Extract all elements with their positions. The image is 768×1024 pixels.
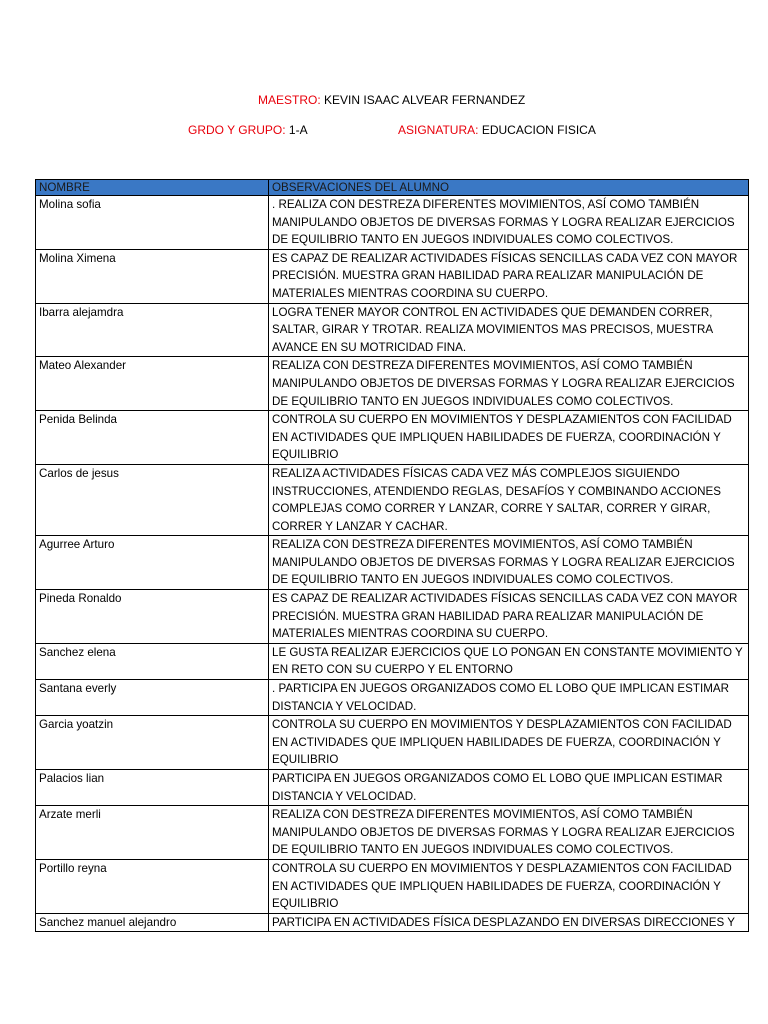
table-row xyxy=(36,303,749,357)
subject-label: ASIGNATURA: xyxy=(398,123,479,137)
student-observation: LOGRA TENER MAYOR CONTROL EN ACTIVIDADES QUE DEMANDEN CORRER, SALTAR, GIRAR Y TROTAR. REALIZA MOVIMIENTOS MAS PRECISOS, MUESTRA AVANCE EN SU MOTRICIDAD FINA. xyxy=(269,303,749,357)
table-row xyxy=(36,770,749,806)
table-row xyxy=(36,536,749,590)
table-row xyxy=(36,590,749,644)
student-name: Arzate merli xyxy=(36,806,269,860)
table-row xyxy=(36,680,749,716)
student-observation: ES CAPAZ DE REALIZAR ACTIVIDADES FÍSICAS SENCILLAS CADA VEZ CON MAYOR PRECISIÓN. MUESTRA GRAN HABILIDAD PARA REALIZAR MANIPULACIÓN DE MATERIALES MIENTRAS COORDINA SU CUERPO. xyxy=(269,590,749,644)
subject-line xyxy=(398,123,596,137)
student-observation: REALIZA CON DESTREZA DIFERENTES MOVIMIENTOS, ASÍ COMO TAMBIÉN MANIPULANDO OBJETOS DE DIVERSAS FORMAS Y LOGRA REALIZAR EJERCICIOS DE EQUILIBRIO TANTO EN JUEGOS INDIVIDUALES COMO COLECTIVOS. xyxy=(269,357,749,411)
table-row xyxy=(36,716,749,770)
subject-value: EDUCACION FISICA xyxy=(481,123,596,137)
student-observation: ES CAPAZ DE REALIZAR ACTIVIDADES FÍSICAS SENCILLAS CADA VEZ CON MAYOR PRECISIÓN. MUESTRA GRAN HABILIDAD PARA REALIZAR MANIPULACIÓN DE MATERIALES MIENTRAS COORDINA SU CUERPO. xyxy=(269,249,749,303)
student-observation: . PARTICIPA EN JUEGOS ORGANIZADOS COMO EL LOBO QUE IMPLICAN ESTIMAR DISTANCIA Y VELOCIDAD. xyxy=(269,680,749,716)
column-header-name: NOMBRE xyxy=(36,180,269,196)
student-name: Penida Belinda xyxy=(36,411,269,465)
table-header-row xyxy=(36,180,749,196)
student-name: Agurree Arturo xyxy=(36,536,269,590)
student-name: Sanchez manuel alejandro xyxy=(36,913,269,932)
student-observation: LE GUSTA REALIZAR EJERCICIOS QUE LO PONGAN EN CONSTANTE MOVIMIENTO Y EN RETO CON SU CUERPO Y EL ENTORNO xyxy=(269,643,749,679)
table-row xyxy=(36,196,749,250)
table-row xyxy=(36,249,749,303)
student-observation: CONTROLA SU CUERPO EN MOVIMIENTOS Y DESPLAZAMIENTOS CON FACILIDAD EN ACTIVIDADES QUE IMPLIQUEN HABILIDADES DE FUERZA, COORDINACIÓN Y EQUILIBRIO xyxy=(269,859,749,913)
student-name: Sanchez elena xyxy=(36,643,269,679)
student-name: Pineda Ronaldo xyxy=(36,590,269,644)
teacher-label: MAESTRO: xyxy=(258,93,321,107)
student-name: Carlos de jesus xyxy=(36,464,269,535)
student-name: Palacios lian xyxy=(36,770,269,806)
table-row xyxy=(36,913,749,932)
student-name: Ibarra alejamdra xyxy=(36,303,269,357)
student-observation: REALIZA CON DESTREZA DIFERENTES MOVIMIENTOS, ASÍ COMO TAMBIÉN MANIPULANDO OBJETOS DE DIVERSAS FORMAS Y LOGRA REALIZAR EJERCICIOS DE EQUILIBRIO TANTO EN JUEGOS INDIVIDUALES COMO COLECTIVOS. xyxy=(269,806,749,860)
student-name: Santana everly xyxy=(36,680,269,716)
student-name: Molina Ximena xyxy=(36,249,269,303)
student-name: Portillo reyna xyxy=(36,859,269,913)
student-observation: . REALIZA CON DESTREZA DIFERENTES MOVIMIENTOS, ASÍ COMO TAMBIÉN MANIPULANDO OBJETOS DE DIVERSAS FORMAS Y LOGRA REALIZAR EJERCICIOS DE EQUILIBRIO TANTO EN JUEGOS INDIVIDUALES COMO COLECTIVOS. xyxy=(269,196,749,250)
teacher-line xyxy=(258,93,525,107)
observations-table xyxy=(35,179,749,932)
teacher-value: KEVIN ISAAC ALVEAR FERNANDEZ xyxy=(324,93,526,107)
student-observation: REALIZA CON DESTREZA DIFERENTES MOVIMIENTOS, ASÍ COMO TAMBIÉN MANIPULANDO OBJETOS DE DIVERSAS FORMAS Y LOGRA REALIZAR EJERCICIOS DE EQUILIBRIO TANTO EN JUEGOS INDIVIDUALES COMO COLECTIVOS. xyxy=(269,536,749,590)
grade-label: GRDO Y GRUPO: xyxy=(188,123,286,137)
student-observation: CONTROLA SU CUERPO EN MOVIMIENTOS Y DESPLAZAMIENTOS CON FACILIDAD EN ACTIVIDADES QUE IMPLIQUEN HABILIDADES DE FUERZA, COORDINACIÓN Y EQUILIBRIO xyxy=(269,716,749,770)
student-observation: CONTROLA SU CUERPO EN MOVIMIENTOS Y DESPLAZAMIENTOS CON FACILIDAD EN ACTIVIDADES QUE IMPLIQUEN HABILIDADES DE FUERZA, COORDINACIÓN Y EQUILIBRIO xyxy=(269,411,749,465)
table-row xyxy=(36,806,749,860)
student-observation: PARTICIPA EN ACTIVIDADES FÍSICA DESPLAZANDO EN DIVERSAS DIRECCIONES Y xyxy=(269,913,749,932)
table-row xyxy=(36,411,749,465)
student-observation: PARTICIPA EN JUEGOS ORGANIZADOS COMO EL LOBO QUE IMPLICAN ESTIMAR DISTANCIA Y VELOCIDAD. xyxy=(269,770,749,806)
table-row xyxy=(36,859,749,913)
student-name: Mateo Alexander xyxy=(36,357,269,411)
table-row xyxy=(36,464,749,535)
student-observation: REALIZA ACTIVIDADES FÍSICAS CADA VEZ MÁS COMPLEJOS SIGUIENDO INSTRUCCIONES, ATENDIENDO REGLAS, DESAFÍOS Y COMBINANDO ACCIONES COMPLEJAS COMO CORRER Y LANZAR, CORRE Y SALTAR, CORRER Y GIRAR, CORRER Y LANZAR Y CACHAR. xyxy=(269,464,749,535)
table-row xyxy=(36,357,749,411)
grade-value: 1-A xyxy=(288,123,308,137)
student-name: Garcia yoatzin xyxy=(36,716,269,770)
table-row xyxy=(36,643,749,679)
grade-line xyxy=(188,123,308,137)
student-name: Molina sofia xyxy=(36,196,269,250)
column-header-observations: OBSERVACIONES DEL ALUMNO xyxy=(269,180,749,196)
